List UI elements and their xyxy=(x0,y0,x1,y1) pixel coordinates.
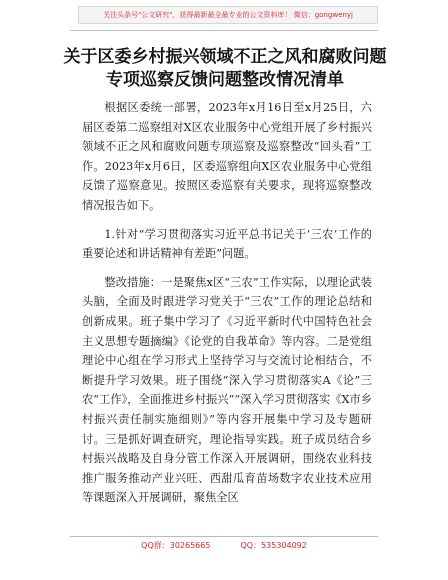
header-divider xyxy=(70,30,378,31)
paragraph-measures: 整改措施：一是聚焦x区“三农”工作实际，以理论武装头脑，全面及时跟进学习党关于“三农”工作的理论总结和创新成果。班子集中学习了《习近平新时代中国特色社会主义思想专题摘编》《论党的自我革命》等内容。二是党组理论中心组在学习形式上坚持学习与交流讨论相结合，不断提升学习效果。班子围绕“深入学习贯彻落实A《论”三农“工作》，全面推进乡村振兴”“深入学习贯彻落实《X市乡村振兴责任制实施细则》”等内容开展集中学习及专题研讨。三是抓好调查研究，理论指导实践。班子成员结合乡村振兴战略及自身分管工作深入开展调研，围绕农业科技推广服务推动产业兴旺、西甜瓜育苗场数字农业技术应用等课题深入开展调研，聚焦全区 xyxy=(82,275,372,505)
paragraph-issue-heading: 1.针对“学习贯彻落实习近平总书记关于‘三农’工作的重要论述和讲话精神有差距”问题。 xyxy=(82,227,372,261)
document-body xyxy=(82,98,372,508)
footer-contact xyxy=(0,540,448,551)
footer-qq: QQ：535304092 xyxy=(240,541,307,550)
header-banner xyxy=(78,6,378,24)
header-banner-text: 关注头条号"公文研究"，获得最新最全最专业的公文资料库！ 微信：gongwenyj xyxy=(103,11,353,19)
paragraph-intro: 根据区委统一部署，2023年x月16日至x月25日，六届区委第二巡察组对X区农业服务中心党组开展了乡村振兴领域不正之风和腐败问题专项巡察及巡察整改“回头看”工作。2023年x月6日，区委巡察组向X区农业服务中心党组反馈了巡察意见。按照区委巡察有关要求，现将巡察整改情况报告如下。 xyxy=(82,101,372,212)
footer-divider xyxy=(70,536,378,537)
document-title: 关于区委乡村振兴领域不正之风和腐败问题专项巡察反馈问题整改情况清单 xyxy=(63,47,387,90)
footer-qq-group: QQ群：30265665 xyxy=(141,541,211,550)
